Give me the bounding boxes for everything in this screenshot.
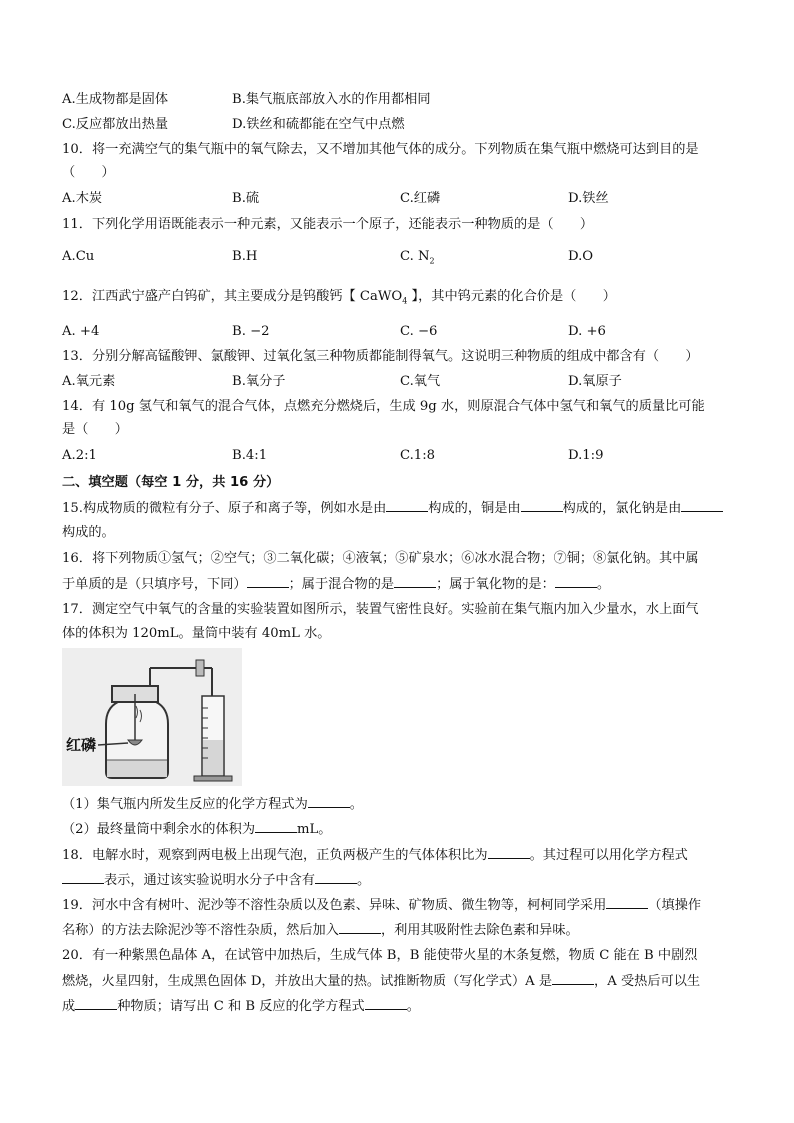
q17-sub2: （2）最终量筒中剩余水的体积为 mL。 xyxy=(62,822,332,837)
answer-blank[interactable] xyxy=(315,871,357,884)
answer-blank[interactable] xyxy=(255,820,297,833)
q14-stem-cont: 是（ ） xyxy=(62,422,128,437)
q14-stem: 14．有 10g 氢气和氧气的混合气体，点燃充分燃烧后，生成 9g 水，则原混合气体中氢气和氧气的质量比可能 xyxy=(62,399,705,414)
q12-option-c: C. −6 xyxy=(400,324,438,339)
q11-option-d: D.O xyxy=(568,249,594,264)
answer-blank[interactable] xyxy=(606,896,648,909)
q12-option-b: B. −2 xyxy=(232,324,270,339)
q11-option-a: A.Cu xyxy=(62,249,95,264)
q18-line1: 18．电解水时，观察到两电极上出现气泡，正负两极产生的气体体积比为 。其过程可以用化学方程式 xyxy=(62,848,688,863)
q18-line2: 表示，通过该实验说明水分子中含有 。 xyxy=(62,871,370,890)
q20-line2: 燃烧，火星四射，生成黑色固体 D，并放出大量的热。试推断物质（写化学式）A 是 ，A 受热后可以生 xyxy=(62,974,701,989)
red-phosphorus-label: 红磷 xyxy=(66,736,97,754)
q13-option-d: D.氧原子 xyxy=(568,374,622,389)
apparatus-drawing xyxy=(62,648,242,786)
q10-stem-cont: （ ） xyxy=(62,165,115,180)
answer-blank[interactable] xyxy=(521,499,563,512)
answer-blank[interactable] xyxy=(62,871,104,884)
q17-line1: 17．测定空气中氧气的含量的实验装置如图所示，装置气密性良好。实验前在集气瓶内加入少量水，水上面气 xyxy=(62,602,699,617)
answer-blank[interactable] xyxy=(75,997,117,1010)
q15-line2: 构成的。 xyxy=(62,525,115,540)
q12-option-a: A. +4 xyxy=(62,324,100,339)
q9-option-c: C.反应都放出热量 xyxy=(62,117,169,132)
answer-blank[interactable] xyxy=(247,575,289,588)
section-title: 二、填空题（每空 1 分，共 16 分） xyxy=(62,475,280,490)
q17-sub1: （1）集气瓶内所发生反应的化学方程式为 。 xyxy=(62,797,363,812)
apparatus-figure xyxy=(62,648,242,786)
q14-option-a: A.2:1 xyxy=(62,448,97,463)
q13-stem: 13．分别分解高锰酸钾、氯酸钾、过氧化氢三种物质都能制得氧气。这说明三种物质的组成中都含有（ ） xyxy=(62,349,699,364)
q10-option-d: D.铁丝 xyxy=(568,191,609,206)
answer-blank[interactable] xyxy=(365,997,407,1010)
q13-option-b: B.氧分子 xyxy=(232,374,286,389)
answer-blank[interactable] xyxy=(339,921,381,934)
answer-blank[interactable] xyxy=(308,795,350,808)
q11-stem: 11．下列化学用语既能表示一种元素，又能表示一个原子，还能表示一种物质的是（ ） xyxy=(62,217,594,232)
q16-line2: 于单质的是（只填序号，下同） ；属于混合物的是 ；属于氧化物的是： 。 xyxy=(62,577,610,592)
q20-line3: 成 种物质；请写出 C 和 B 反应的化学方程式 。 xyxy=(62,999,420,1014)
q10-option-a: A.木炭 xyxy=(62,191,103,206)
answer-blank[interactable] xyxy=(555,575,597,588)
q9-option-d: D.铁丝和硫都能在空气中点燃 xyxy=(232,117,405,132)
q14-option-b: B.4:1 xyxy=(232,448,268,463)
q15-line1: 15.构成物质的微粒有分子、原子和离子等，例如水是由 构成的，铜是由 构成的，氯化钠是由 xyxy=(62,499,723,518)
q14-option-c: C.1:8 xyxy=(400,448,436,463)
q10-option-b: B.硫 xyxy=(232,191,260,206)
q16-line1: 16．将下列物质①氢气；②空气；③二氧化碳；④液氧；⑤矿泉水；⑥冰水混合物；⑦铜；⑧氯化钠。其中属 xyxy=(62,551,699,566)
answer-blank[interactable] xyxy=(552,972,594,985)
q19-line1: 19．河水中含有树叶、泥沙等不溶性杂质以及色素、异味、矿物质、微生物等，柯柯同学采用 （填操作 xyxy=(62,898,702,913)
q13-option-a: A.氧元素 xyxy=(62,374,116,389)
answer-blank[interactable] xyxy=(488,846,530,859)
q20-line1: 20．有一种紫黑色晶体 A，在试管中加热后，生成气体 B，B 能使带火星的木条复燃，物质 C 能在 B 中剧烈 xyxy=(62,948,698,963)
q19-line2: 名称）的方法去除泥沙等不溶性杂质，然后加入 ，利用其吸附性去除色素和异味。 xyxy=(62,923,579,938)
q12-stem: 12．江西武宁盛产白钨矿，其主要成分是钨酸钙【 CaWO$_4$ 】，其中钨元素的化合价是（ ） xyxy=(62,289,616,306)
q9-option-b: B.集气瓶底部放入水的作用都相同 xyxy=(232,92,431,107)
q10-stem: 10．将一充满空气的集气瓶中的氧气除去，又不增加其他气体的成分。下列物质在集气瓶中燃烧可达到目的是 xyxy=(62,142,699,157)
q11-option-c: C. $N_2$ xyxy=(400,249,435,266)
q10-option-c: C.红磷 xyxy=(400,191,441,206)
q17-line2: 体的体积为 120mL。量筒中装有 40mL 水。 xyxy=(62,626,331,641)
q11-option-b: B.H xyxy=(232,249,258,264)
answer-blank[interactable] xyxy=(681,499,723,512)
q13-option-c: C.氧气 xyxy=(400,374,441,389)
q9-option-a: A.生成物都是固体 xyxy=(62,92,169,107)
q12-option-d: D. +6 xyxy=(568,324,606,339)
answer-blank[interactable] xyxy=(386,499,428,512)
answer-blank[interactable] xyxy=(394,575,436,588)
q14-option-d: D.1:9 xyxy=(568,448,604,463)
